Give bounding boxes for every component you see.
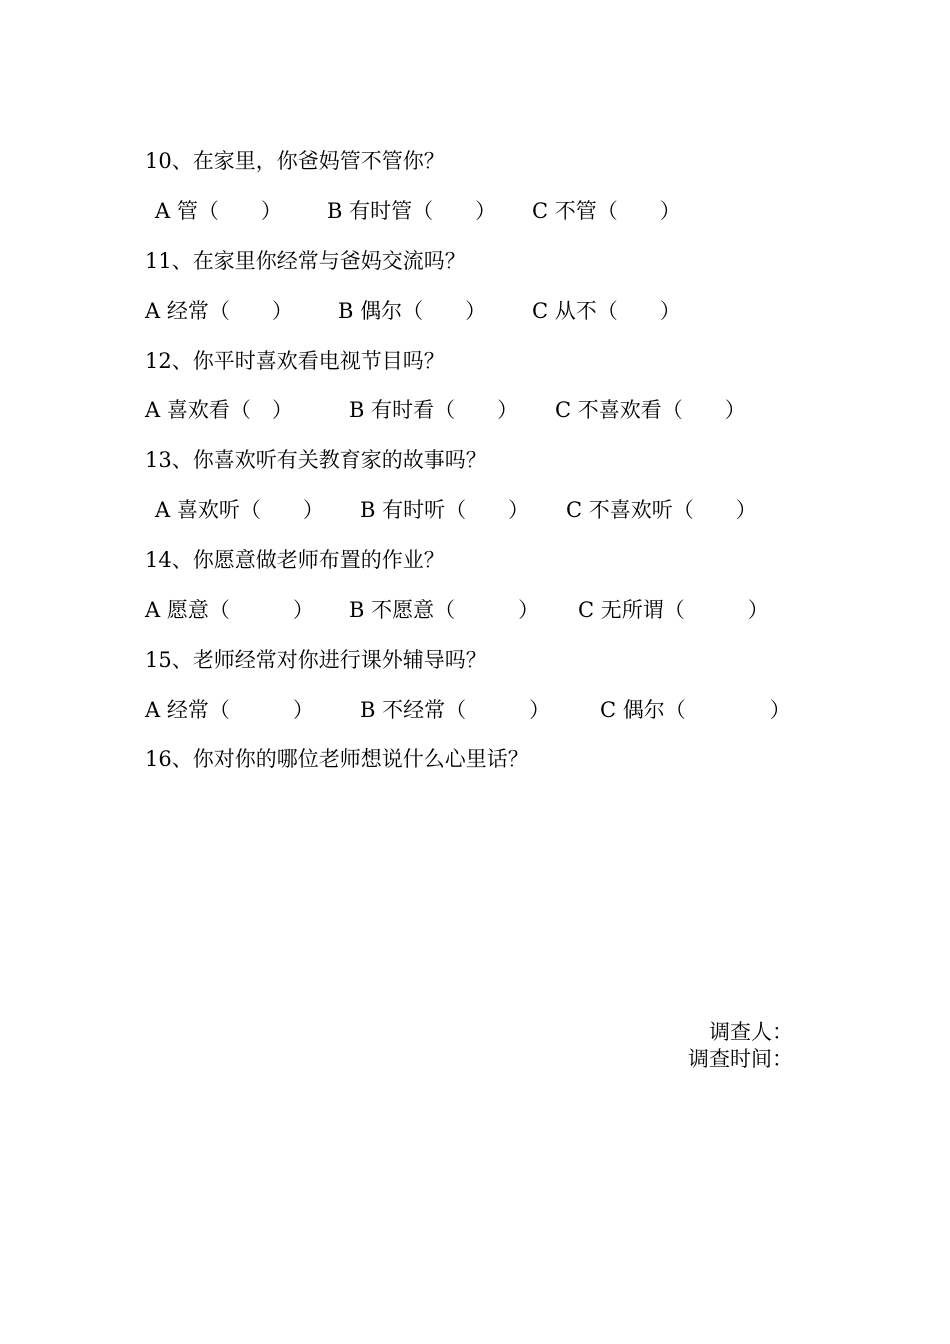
option-c: C 不喜欢听（ ）: [566, 498, 757, 522]
date-label: 调查时间：: [688, 1047, 793, 1071]
option-b: B 有时听（ ）: [360, 498, 530, 522]
question-text: 13、你喜欢听有关教育家的故事吗？: [145, 448, 487, 472]
question-text: 10、在家里，你爸妈管不管你？: [145, 149, 445, 173]
question-text: 12、你平时喜欢看电视节目吗？: [145, 349, 445, 373]
question-text: 16、你对你的哪位老师想说什么心里话？: [145, 747, 529, 771]
option-a: A 愿意（ ）: [145, 598, 314, 622]
option-a: A 管（ ）: [155, 199, 282, 223]
option-a: A 经常（ ）: [145, 698, 314, 722]
option-a: A 喜欢看（ ）: [145, 398, 293, 422]
option-a: A 经常（ ）: [145, 299, 293, 323]
option-b: B 偶尔（ ）: [338, 299, 487, 323]
question-text: 15、老师经常对你进行课外辅导吗？: [145, 648, 487, 672]
question-text: 11、在家里你经常与爸妈交流吗？: [145, 249, 466, 273]
option-c: C 偶尔（ ）: [600, 698, 791, 722]
option-c: C 不管（ ）: [532, 199, 681, 223]
option-a: A 喜欢听（ ）: [155, 498, 324, 522]
option-b: B 不愿意（ ）: [349, 598, 540, 622]
option-b: B 有时管（ ）: [327, 199, 497, 223]
investigator-label: 调查人：: [709, 1020, 793, 1044]
option-c: C 无所谓（ ）: [578, 598, 769, 622]
question-text: 14、你愿意做老师布置的作业？: [145, 548, 445, 572]
option-b: B 不经常（ ）: [360, 698, 551, 722]
option-b: B 有时看（ ）: [349, 398, 519, 422]
option-c: C 从不（ ）: [532, 299, 681, 323]
option-c: C 不喜欢看（ ）: [555, 398, 746, 422]
